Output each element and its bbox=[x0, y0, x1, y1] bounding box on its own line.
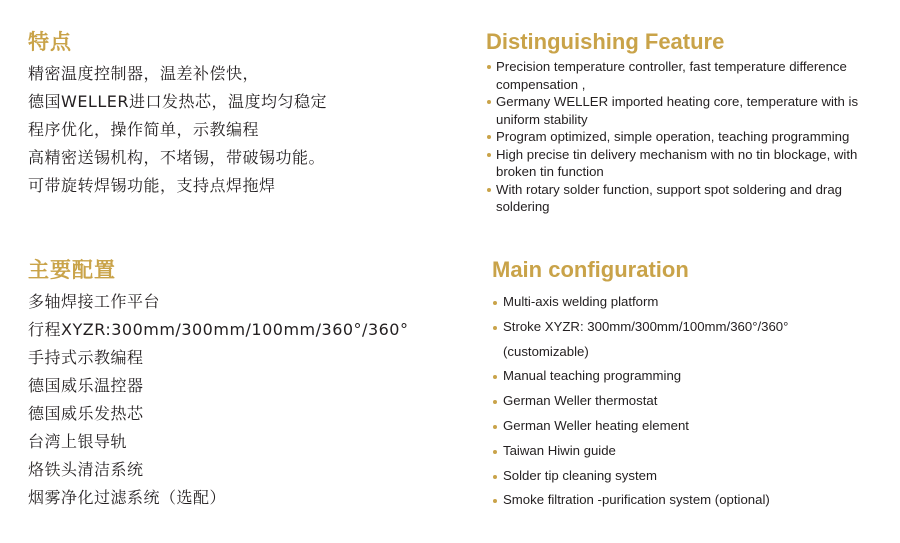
config-en-item-text: Stroke XYZR: 300mm/300mm/100mm/360°/360° bbox=[503, 318, 789, 334]
config-cn-line: 行程XYZR:300mm/300mm/100mm/360°/360° bbox=[28, 320, 409, 339]
config-en-item-text: Taiwan Hiwin guide bbox=[503, 442, 616, 458]
list-item bbox=[492, 389, 882, 414]
features-en-item-text: Program optimized, simple operation, teaching programming bbox=[496, 129, 850, 144]
bullet-icon bbox=[493, 499, 497, 503]
config-cn-line: 烟雾净化过滤系统（选配） bbox=[28, 488, 227, 507]
features-en-item-text: With rotary solder function, support spot soldering and drag soldering bbox=[496, 181, 842, 214]
list-item bbox=[486, 58, 880, 93]
features-en-title: Distinguishing Feature bbox=[486, 29, 725, 54]
config-en-item-text: German Weller heating element bbox=[503, 417, 689, 433]
features-cn-line: 高精密送锡机构，不堵锡，带破锡功能。 bbox=[28, 148, 326, 167]
config-cn-section bbox=[28, 256, 409, 512]
features-cn-line: 德国WELLER进口发热芯，温度均匀稳定 bbox=[28, 92, 327, 111]
bullet-icon bbox=[493, 475, 497, 479]
config-en-item-text: Manual teaching programming bbox=[503, 368, 682, 384]
list-item bbox=[492, 439, 882, 464]
bullet-icon bbox=[493, 450, 497, 454]
config-cn-title: 主要配置 bbox=[28, 258, 116, 282]
bullet-icon bbox=[487, 135, 491, 139]
features-en-section bbox=[486, 28, 886, 216]
bullet-icon bbox=[493, 301, 497, 305]
config-cn-line: 台湾上银导轨 bbox=[28, 432, 128, 451]
config-en-section bbox=[492, 256, 882, 513]
list-item bbox=[486, 128, 896, 146]
features-cn-section bbox=[28, 28, 327, 200]
features-en-item-text: Precision temperature controller, fast temperature difference compensation , bbox=[496, 59, 847, 92]
list-item bbox=[492, 315, 882, 340]
config-en-list bbox=[492, 290, 882, 513]
bullet-icon bbox=[493, 400, 497, 404]
list-item bbox=[486, 181, 884, 216]
list-item bbox=[492, 290, 882, 315]
config-en-item-text: German Weller thermostat bbox=[503, 393, 658, 409]
config-cn-line: 德国威乐发热芯 bbox=[28, 404, 144, 423]
features-cn-line: 精密温度控制器，温差补偿快， bbox=[28, 64, 260, 83]
bullet-icon bbox=[487, 188, 491, 192]
features-en-list bbox=[486, 58, 886, 216]
features-en-item-text: Germany WELLER imported heating core, temperature with is uniform stability bbox=[496, 94, 859, 127]
list-item bbox=[492, 488, 882, 513]
list-item bbox=[492, 464, 882, 489]
bullet-icon bbox=[493, 425, 497, 429]
list-item bbox=[492, 364, 882, 389]
config-en-title: Main configuration bbox=[492, 257, 689, 282]
config-en-item-continuation: (customizable) bbox=[503, 343, 589, 359]
config-cn-line: 手持式示教编程 bbox=[28, 348, 144, 367]
bullet-icon bbox=[487, 65, 491, 69]
list-item bbox=[486, 146, 896, 181]
config-cn-line: 多轴焊接工作平台 bbox=[28, 292, 161, 311]
list-item bbox=[486, 93, 880, 128]
config-en-item-text: Multi-axis welding platform bbox=[503, 294, 659, 309]
bullet-icon bbox=[493, 326, 497, 330]
features-cn-title: 特点 bbox=[28, 30, 72, 54]
config-en-item-text: Solder tip cleaning system bbox=[503, 467, 657, 483]
config-cn-line: 德国威乐温控器 bbox=[28, 376, 144, 395]
list-item bbox=[492, 414, 882, 439]
config-en-item-text: Smoke filtration -purification system (optional) bbox=[503, 492, 770, 508]
config-cn-line: 烙铁头清洁系统 bbox=[28, 460, 144, 479]
features-en-item-text: High precise tin delivery mechanism with no tin blockage, with broken tin function bbox=[496, 146, 858, 179]
bullet-icon bbox=[487, 153, 491, 157]
bullet-icon bbox=[493, 375, 497, 379]
features-cn-line: 程序优化，操作简单，示教编程 bbox=[28, 120, 260, 139]
bullet-icon bbox=[487, 100, 491, 104]
features-cn-line: 可带旋转焊锡功能，支持点焊拖焊 bbox=[28, 176, 276, 195]
